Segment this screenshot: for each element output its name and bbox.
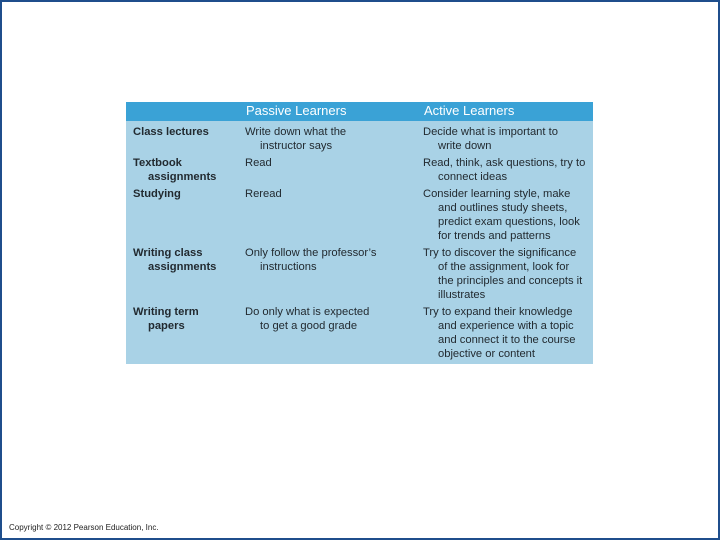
passive-textbook-assignments: Read [245, 157, 272, 169]
row-label-class-lectures: Class lectures [133, 126, 209, 138]
row-label-writing-term-papers: Writing term papers [133, 306, 199, 332]
passive-studying: Reread [245, 188, 282, 200]
header-active-learners: Active Learners [424, 103, 515, 118]
active-writing-term-papers: Try to expand their knowledge and experience with a topic and connect it to the course objective or content [423, 306, 576, 360]
row-label-studying: Studying [133, 188, 181, 200]
active-textbook-assignments: Read, think, ask questions, try to connect ideas [423, 157, 586, 183]
passive-writing-term-papers: Do only what is expected to get a good grade [245, 306, 370, 332]
passive-writing-class-assignments: Only follow the professor’s instructions [245, 247, 377, 273]
row-label-writing-class-assignments: Writing class assignments [133, 247, 217, 273]
row-label-textbook-assignments: Textbook assignments [133, 157, 217, 183]
copyright-notice: Copyright © 2012 Pearson Education, Inc. [9, 523, 159, 532]
header-passive-learners: Passive Learners [246, 103, 347, 118]
active-class-lectures: Decide what is important to write down [423, 126, 558, 152]
active-writing-class-assignments: Try to discover the significance of the assignment, look for the principles and concepts it illustrates [423, 247, 583, 301]
comparison-table [126, 102, 593, 364]
table-header [126, 102, 593, 121]
passive-class-lectures: Write down what the instructor says [245, 126, 347, 152]
active-studying: Consider learning style, make and outlines study sheets, predict exam questions, look for trends and patterns [423, 188, 580, 242]
